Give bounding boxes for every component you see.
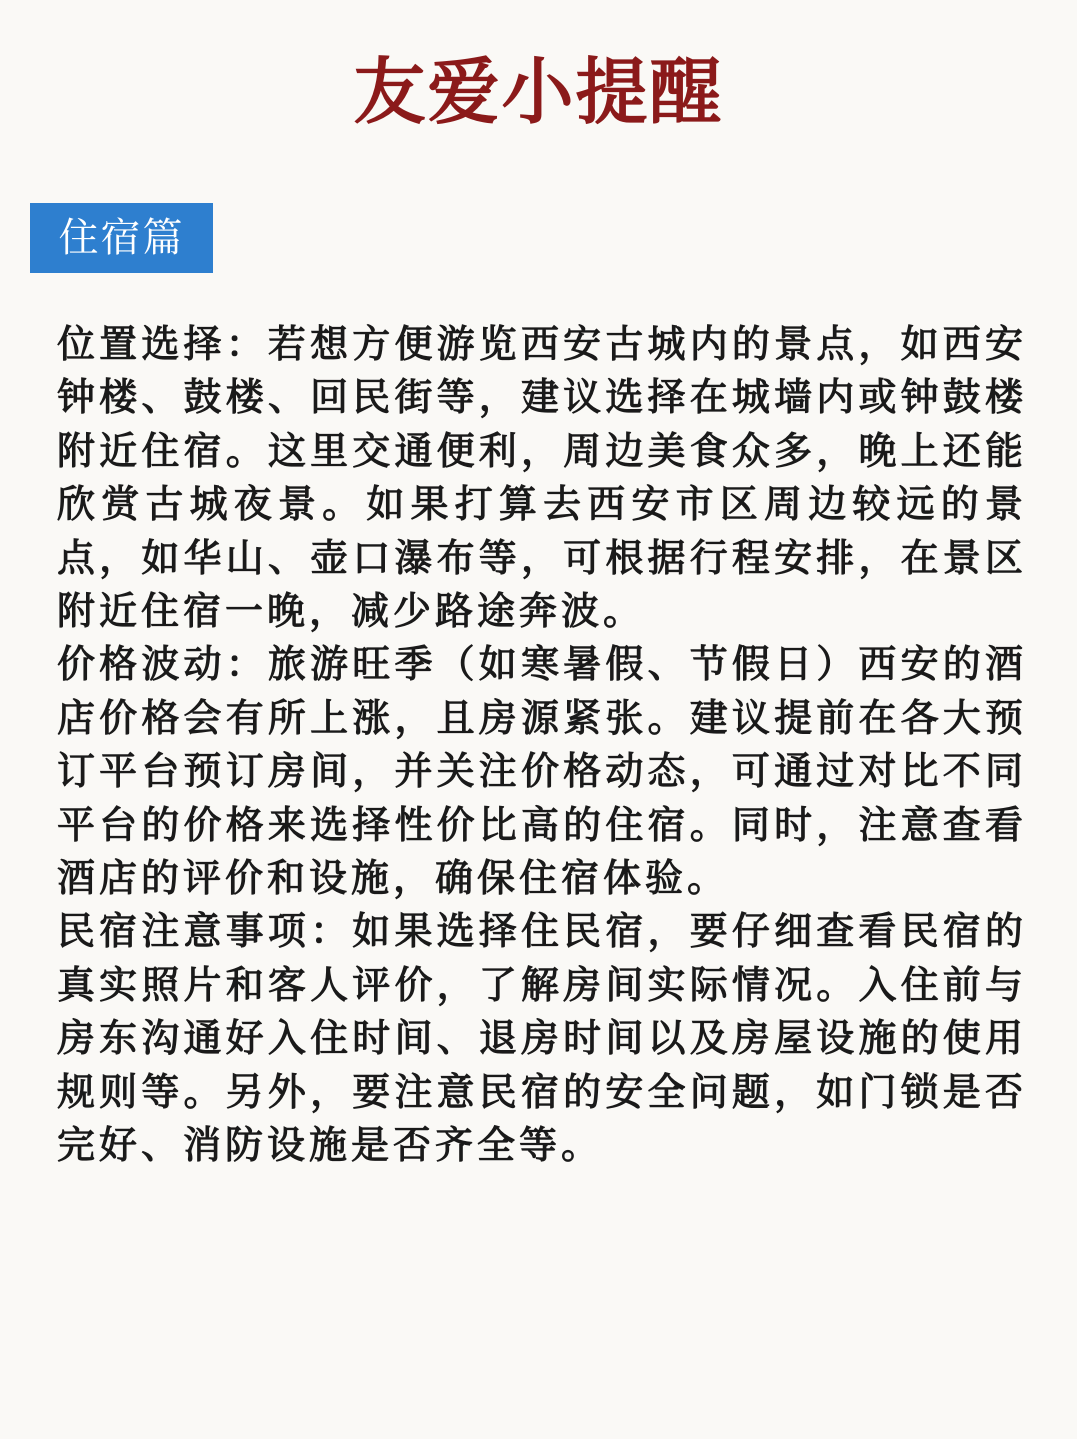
paragraph-heading: 位置选择： [57,322,268,366]
page-title: 友爱小提醒 [353,50,724,134]
article-body [57,318,1027,1173]
paragraph-heading: 民宿注意事项： [57,909,353,954]
paragraph-heading: 价格波动： [57,642,268,687]
paragraph-text: 若想方便游览西安古城内的景点，如西安钟楼、鼓楼、回民街等，建议选择在城墙内或钟鼓楼附近住宿。这里交通便利，周边美食众多，晚上还能欣赏古城夜景。如果打算去西安市区周边较远的景点，如华山、壶口瀑布等，可根据行程安排，在景区附近住宿一晚，减少路途奔波。 [57,322,1027,634]
paragraph-location [57,318,1027,638]
section-badge: 住宿篇 [30,203,213,273]
paragraph-text: 如果选择住民宿，要仔细查看民宿的真实照片和客人评价，了解房间实际情况。入住前与房东沟通好入住时间、退房时间以及房屋设施的使用规则等。另外，要注意民宿的安全问题，如门锁是否完好、消防设施是否齐全等。 [57,909,1027,1168]
paragraph-homestay [57,905,1027,1172]
paragraph-price [57,638,1027,905]
paragraph-text: 旅游旺季（如寒暑假、节假日）西安的酒店价格会有所上涨，且房源紧张。建议提前在各大预订平台预订房间，并关注价格动态，可通过对比不同平台的价格来选择性价比高的住宿。同时，注意查看酒店的评价和设施，确保住宿体验。 [57,642,1027,901]
